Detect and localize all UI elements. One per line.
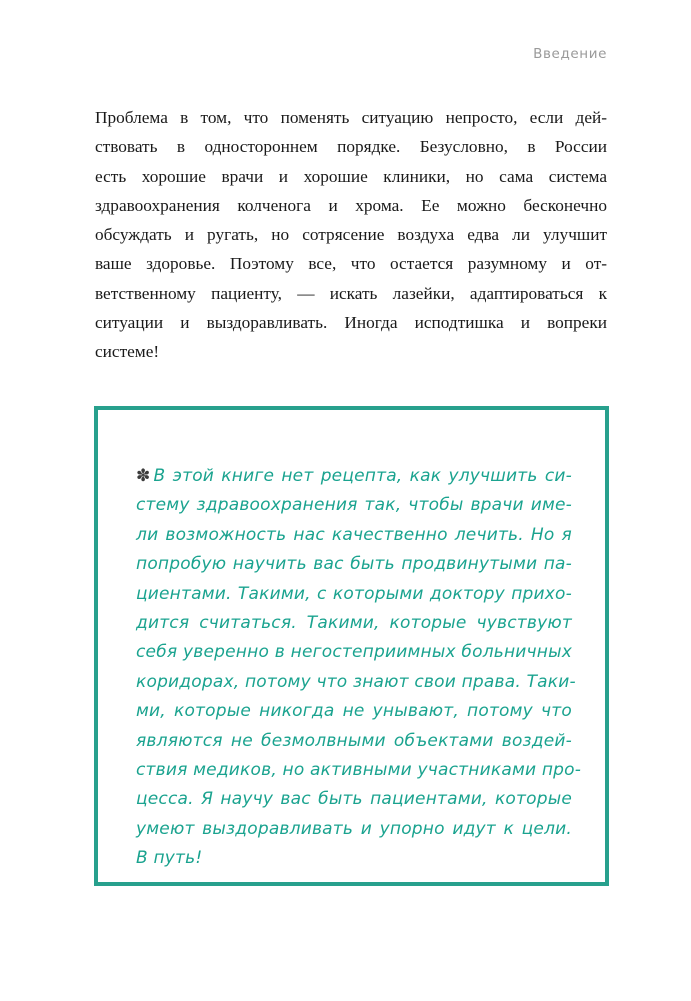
callout-line: ли возможность нас качественно лечить. Но я — [136, 524, 572, 545]
body-paragraph — [95, 103, 607, 367]
paragraph-line: здравоохранения колченога и хрома. Ее можно бесконечно — [95, 195, 607, 215]
paragraph-line: ветственному пациенту, — искать лазейки, адаптироваться к — [95, 283, 607, 303]
callout-line: себя уверенно в негостеприимных больничных — [136, 642, 572, 663]
callout-line: стему здравоохранения так, чтобы врачи име- — [136, 495, 572, 516]
running-head: Введение — [533, 46, 607, 62]
callout-line: В путь! — [136, 848, 203, 869]
callout-line-text: В этой книге нет рецепта, как улучшить си- — [153, 466, 572, 486]
callout-line: умеют выздоравливать и упорно идут к цели. — [136, 818, 572, 839]
paragraph-line: ваше здоровье. Поэтому все, что остается разумному и от- — [95, 254, 607, 274]
paragraph-line: Проблема в том, что поменять ситуацию непросто, если дей- — [95, 108, 607, 127]
callout-line: ствия медиков, но активными участниками про- — [136, 760, 582, 781]
callout-line: ми, которые никогда не унывают, потому что — [136, 701, 572, 722]
paragraph-line: ситуации и выздоравливать. Иногда исподтишка и вопреки — [95, 313, 607, 333]
callout-box — [94, 406, 609, 886]
flower-icon: ✽ — [136, 466, 151, 486]
paragraph-line: ствовать в одностороннем порядке. Безусловно, в России — [95, 137, 607, 157]
callout-line: являются не безмолвными объектами воздей- — [136, 730, 572, 751]
callout-line: попробую научить вас быть продвинутыми па- — [136, 554, 572, 575]
callout-text — [136, 462, 582, 874]
callout-line: циентами. Такими, с которыми доктору прихо- — [136, 583, 572, 604]
paragraph-line: обсуждать и ругать, но сотрясение воздуха едва ли улучшит — [95, 225, 607, 245]
callout-line — [136, 462, 572, 491]
paragraph-line: есть хорошие врачи и хорошие клиники, но сама система — [95, 166, 607, 186]
callout-line: цесса. Я научу вас быть пациентами, которые — [136, 789, 572, 810]
callout-line: коридорах, потому что знают свои права. Таки- — [136, 671, 576, 692]
paragraph-line: системе! — [95, 342, 160, 362]
callout-line: дится считаться. Такими, которые чувствуют — [136, 613, 572, 634]
